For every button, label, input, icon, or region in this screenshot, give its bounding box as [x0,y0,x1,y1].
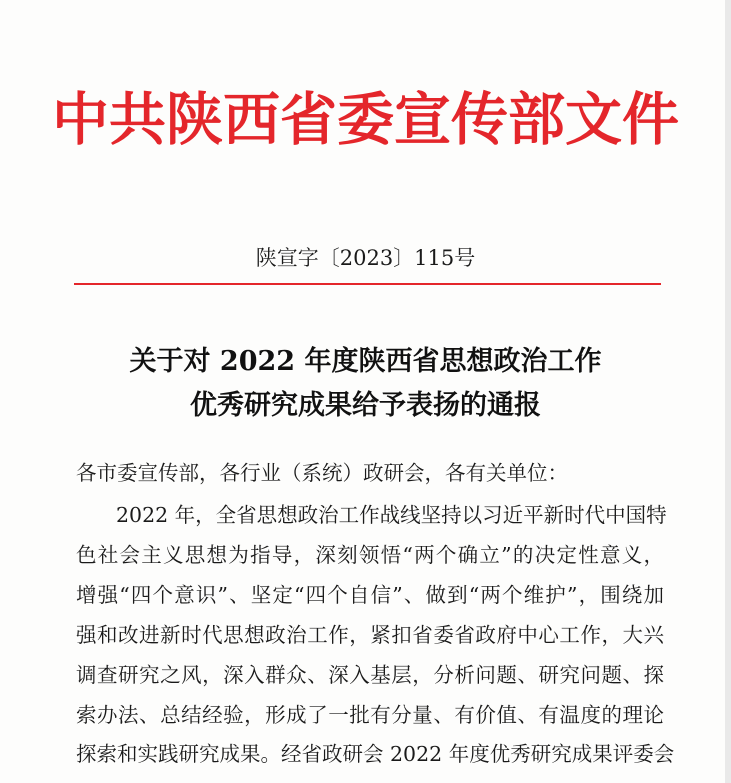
document-number: 陕宣字〔2023〕115号 [255,246,476,270]
body-paragraph-line: 调查研究之风，深入群众、深入基层，分析问题、研究问题、探 [76,663,664,687]
header-divider [74,283,661,285]
addressee-line: 各市委宣传部，各行业（系统）政研会，各有关单位： [76,461,568,485]
body-paragraph-line: 强和改进新时代思想政治工作，紧扣省委省政府中心工作，大兴 [76,623,664,647]
body-paragraph-line: 探索和实践研究成果。经省政研会 2022 年度优秀研究成果评委会 [76,742,675,766]
body-paragraph-line: 增强“四个意识”、坚定“四个自信”、做到“两个维护”，围绕加 [76,583,664,607]
body-paragraph-line: 色社会主义思想为指导，深刻领悟“两个确立”的决定性意义， [76,543,664,567]
body-paragraph-line: 2022 年，全省思想政治工作战线坚持以习近平新时代中国特 [116,503,667,527]
body-paragraph-line: 索办法、总结经验，形成了一批有分量、有价值、有温度的理论 [76,703,664,727]
notice-title-line-1: 关于对 2022 年度陕西省思想政治工作 [129,346,602,377]
document-header-title: 中共陕西省委宣传部文件 [52,86,679,153]
notice-title-line-2: 优秀研究成果给予表扬的通报 [190,390,541,421]
